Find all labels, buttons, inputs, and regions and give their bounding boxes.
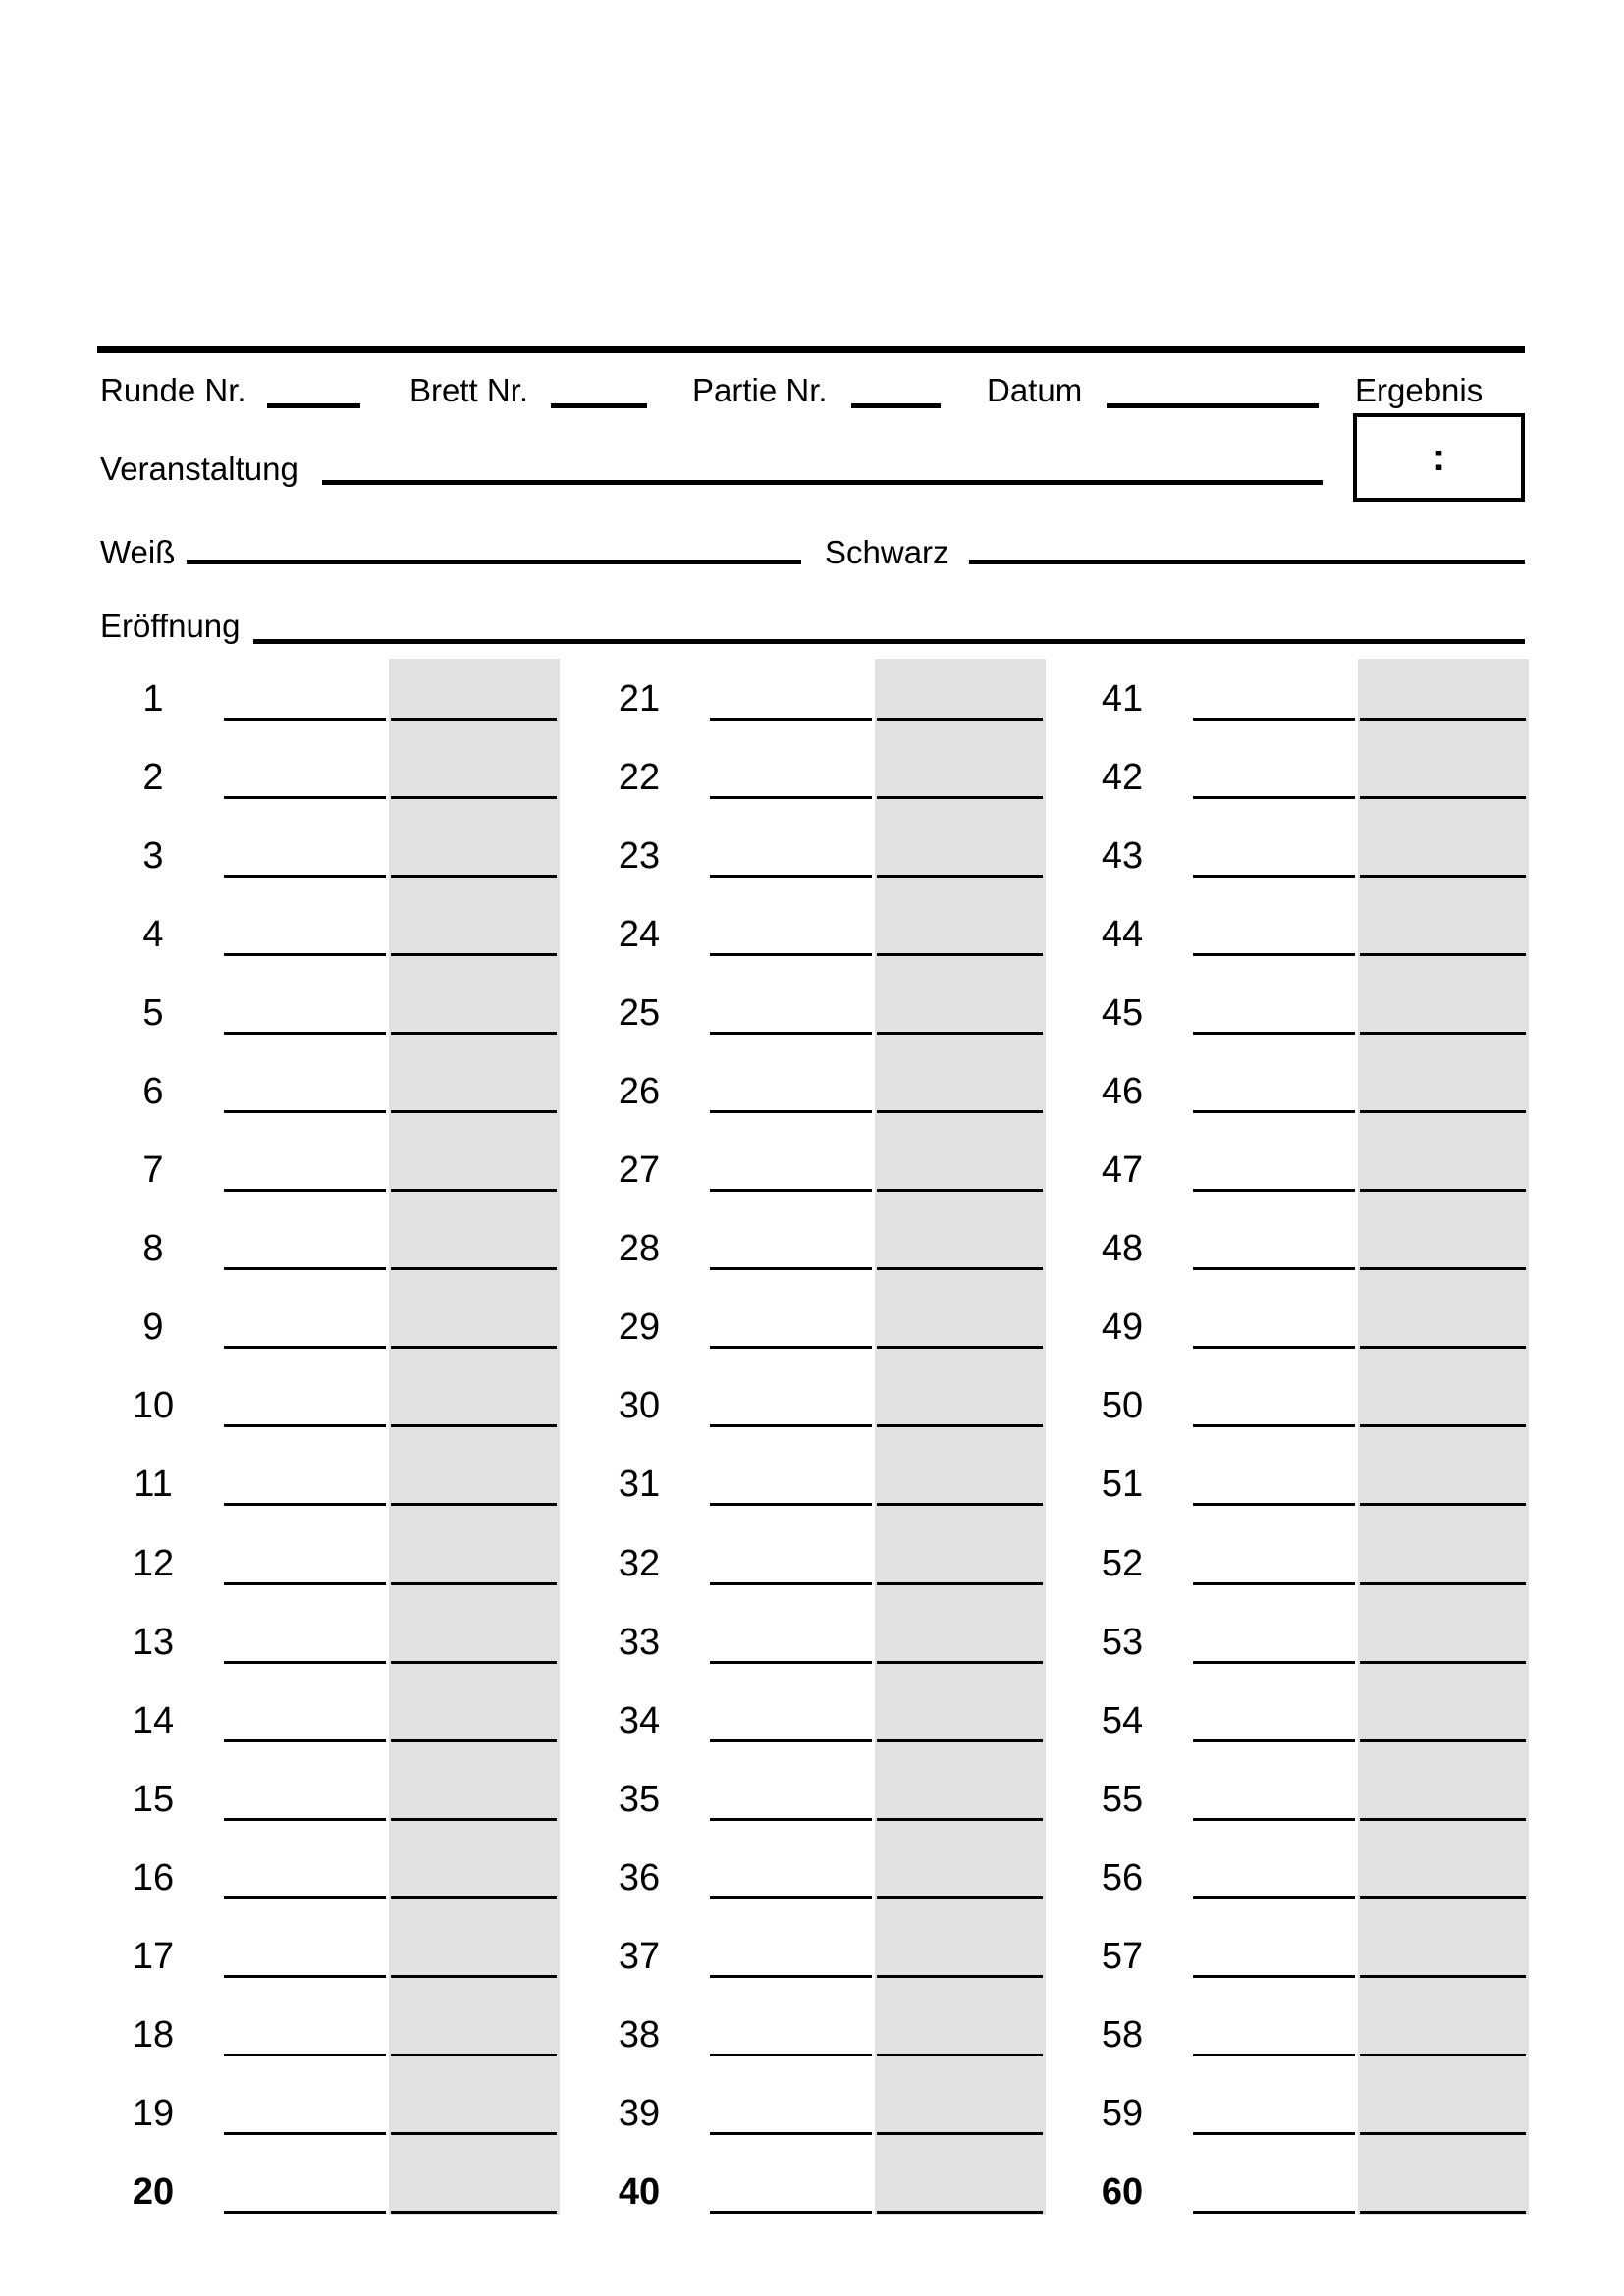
round-number-blank-line (267, 403, 360, 408)
opening-label: Eröffnung (100, 608, 241, 644)
move-number: 2 (142, 757, 164, 799)
move-row (0, 2073, 569, 2152)
white-move-line (710, 1189, 872, 1192)
round-number-label: Runde Nr. (100, 372, 246, 408)
move-row (0, 1444, 569, 1522)
board-number-blank-line (551, 403, 647, 408)
black-move-line (1360, 2132, 1526, 2135)
white-move-line (1193, 2054, 1355, 2056)
white-move-line (224, 2132, 386, 2135)
move-row (969, 1287, 1539, 1365)
move-number: 28 (618, 1228, 661, 1270)
white-move-line (710, 1032, 872, 1035)
black-player-blank-line (969, 560, 1525, 564)
move-row (969, 659, 1539, 737)
white-move-line (224, 1661, 386, 1664)
move-row (969, 1444, 1539, 1522)
move-number: 51 (1101, 1464, 1144, 1506)
white-move-line (224, 1424, 386, 1427)
white-move-line (1193, 1975, 1355, 1978)
move-number: 33 (618, 1621, 661, 1663)
white-move-line (224, 2211, 386, 2214)
move-row (0, 1130, 569, 1208)
black-move-line (1360, 1661, 1526, 1664)
move-number: 42 (1101, 757, 1144, 799)
move-number: 27 (618, 1149, 661, 1192)
move-number: 15 (132, 1778, 175, 1820)
move-number: 49 (1101, 1307, 1144, 1349)
white-move-line (224, 2054, 386, 2056)
black-move-line (1360, 1032, 1526, 1035)
result-box (1353, 413, 1525, 502)
move-row (0, 1208, 569, 1287)
white-move-line (224, 1975, 386, 1978)
white-move-line (710, 1267, 872, 1270)
move-column (969, 659, 1539, 2230)
move-number: 19 (132, 2092, 175, 2134)
move-row (0, 1916, 569, 1995)
move-row (969, 1208, 1539, 1287)
black-move-line (1360, 2211, 1526, 2214)
move-number: 57 (1101, 1935, 1144, 1977)
white-move-line (710, 2054, 872, 2056)
move-number: 21 (618, 678, 661, 720)
black-player-label: Schwarz (825, 534, 949, 570)
move-number: 43 (1101, 835, 1144, 878)
move-number: 12 (132, 1542, 175, 1584)
move-row (969, 1602, 1539, 1681)
white-move-line (1193, 1267, 1355, 1270)
move-number: 1 (142, 678, 164, 720)
black-move-line (1360, 1818, 1526, 1821)
black-move-line (1360, 1346, 1526, 1349)
white-move-line (710, 2211, 872, 2214)
white-move-line (710, 1110, 872, 1113)
black-move-line (1360, 1189, 1526, 1192)
white-move-line (1193, 1661, 1355, 1664)
white-move-line (1193, 1739, 1355, 1742)
event-label: Veranstaltung (100, 451, 298, 487)
black-move-line (1360, 1896, 1526, 1899)
move-number: 58 (1101, 2013, 1144, 2056)
move-row (0, 973, 569, 1051)
white-player-label: Weiß (100, 534, 176, 570)
black-move-line (1360, 1424, 1526, 1427)
black-move-line (1360, 875, 1526, 878)
move-number: 31 (618, 1464, 661, 1506)
move-number: 46 (1101, 1071, 1144, 1113)
white-move-line (710, 875, 872, 878)
black-move-line (1360, 953, 1526, 956)
move-number: 52 (1101, 1542, 1144, 1584)
white-move-line (224, 1267, 386, 1270)
move-number: 47 (1101, 1149, 1144, 1192)
move-number: 7 (142, 1149, 164, 1192)
black-move-line (1360, 1975, 1526, 1978)
move-number: 39 (618, 2092, 661, 2134)
move-number: 13 (132, 1621, 175, 1663)
white-move-line (710, 1896, 872, 1899)
move-row (0, 1995, 569, 2073)
white-move-line (1193, 2132, 1355, 2135)
move-number: 18 (132, 2013, 175, 2056)
move-number: 55 (1101, 1778, 1144, 1820)
move-row (969, 737, 1539, 816)
move-number: 26 (618, 1071, 661, 1113)
move-row (0, 1838, 569, 1916)
white-move-line (710, 1582, 872, 1585)
white-move-line (224, 1189, 386, 1192)
move-number: 24 (618, 914, 661, 956)
move-number: 14 (132, 1699, 175, 1741)
move-row (0, 1523, 569, 1602)
game-number-label: Partie Nr. (692, 372, 828, 408)
top-rule (97, 346, 1525, 353)
move-number: 54 (1101, 1699, 1144, 1741)
move-row (969, 973, 1539, 1051)
black-move-line (1360, 1110, 1526, 1113)
black-move-line (1360, 2054, 1526, 2056)
black-move-line (1360, 796, 1526, 799)
white-move-line (1193, 796, 1355, 799)
move-number: 23 (618, 835, 661, 878)
white-move-line (1193, 1818, 1355, 1821)
move-row (969, 1759, 1539, 1838)
move-number: 29 (618, 1307, 661, 1349)
white-move-line (224, 953, 386, 956)
date-label: Datum (987, 372, 1083, 408)
white-move-line (1193, 1896, 1355, 1899)
white-move-line (710, 796, 872, 799)
move-number: 5 (142, 992, 164, 1035)
move-number: 3 (142, 835, 164, 878)
move-number: 22 (618, 757, 661, 799)
move-number: 36 (618, 1856, 661, 1898)
result-separator: : (1432, 436, 1446, 479)
move-number: 35 (618, 1778, 661, 1820)
move-number: 4 (142, 914, 164, 956)
move-number: 60 (1101, 2170, 1144, 2213)
white-move-line (1193, 718, 1355, 721)
move-row (0, 816, 569, 894)
white-move-line (224, 1032, 386, 1035)
white-move-line (1193, 1189, 1355, 1192)
white-move-line (224, 875, 386, 878)
black-move-line (1360, 1582, 1526, 1585)
white-move-line (224, 1818, 386, 1821)
white-move-line (224, 1582, 386, 1585)
white-move-line (224, 1110, 386, 1113)
white-move-line (710, 1818, 872, 1821)
move-row (969, 1838, 1539, 1916)
black-move-line (1360, 1739, 1526, 1742)
move-row (969, 1130, 1539, 1208)
white-move-line (710, 1424, 872, 1427)
move-number: 40 (618, 2170, 661, 2213)
white-move-line (710, 2132, 872, 2135)
white-move-line (1193, 1424, 1355, 1427)
move-row (0, 1051, 569, 1130)
move-row (0, 659, 569, 737)
black-move-line (1360, 1503, 1526, 1506)
move-row (0, 1681, 569, 1759)
move-row (0, 737, 569, 816)
white-move-line (1193, 1503, 1355, 1506)
move-number: 50 (1101, 1385, 1144, 1427)
white-move-line (224, 1739, 386, 1742)
white-move-line (710, 953, 872, 956)
move-number: 20 (132, 2170, 175, 2213)
move-row (0, 1602, 569, 1681)
move-row (0, 1287, 569, 1365)
move-number: 38 (618, 2013, 661, 2056)
move-row (969, 1916, 1539, 1995)
move-number: 9 (142, 1307, 164, 1349)
move-number: 45 (1101, 992, 1144, 1035)
white-move-line (224, 1503, 386, 1506)
white-move-line (1193, 2211, 1355, 2214)
white-move-line (1193, 1032, 1355, 1035)
move-column (0, 659, 569, 2230)
move-row (969, 2152, 1539, 2230)
move-number: 16 (132, 1856, 175, 1898)
white-move-line (224, 796, 386, 799)
move-number: 10 (132, 1385, 175, 1427)
white-move-line (710, 1739, 872, 1742)
move-row (969, 2073, 1539, 2152)
white-move-line (1193, 1582, 1355, 1585)
move-number: 59 (1101, 2092, 1144, 2134)
move-row (0, 2152, 569, 2230)
black-move-line (1360, 718, 1526, 721)
move-number: 48 (1101, 1228, 1144, 1270)
move-number: 56 (1101, 1856, 1144, 1898)
move-number: 32 (618, 1542, 661, 1584)
move-row (0, 1759, 569, 1838)
white-move-line (1193, 1110, 1355, 1113)
move-number: 41 (1101, 678, 1144, 720)
move-number: 34 (618, 1699, 661, 1741)
move-row (969, 1365, 1539, 1444)
move-number: 6 (142, 1071, 164, 1113)
black-move-line (1360, 1267, 1526, 1270)
move-row (969, 1995, 1539, 2073)
move-number: 53 (1101, 1621, 1144, 1663)
move-row (969, 894, 1539, 973)
move-row (969, 816, 1539, 894)
move-row (969, 1051, 1539, 1130)
move-row (969, 1681, 1539, 1759)
event-blank-line (322, 480, 1323, 485)
white-move-line (710, 1346, 872, 1349)
white-move-line (224, 1346, 386, 1349)
white-move-line (710, 1975, 872, 1978)
white-move-line (224, 718, 386, 721)
move-number: 37 (618, 1935, 661, 1977)
move-number: 25 (618, 992, 661, 1035)
move-number: 11 (134, 1464, 173, 1506)
white-move-line (710, 1503, 872, 1506)
board-number-label: Brett Nr. (409, 372, 529, 408)
move-number: 30 (618, 1385, 661, 1427)
white-player-blank-line (187, 560, 801, 564)
move-number: 44 (1101, 914, 1144, 956)
result-label: Ergebnis (1355, 372, 1484, 408)
move-number: 17 (132, 1935, 175, 1977)
white-move-line (1193, 1346, 1355, 1349)
game-number-blank-line (851, 403, 941, 408)
date-blank-line (1107, 403, 1319, 408)
white-move-line (1193, 953, 1355, 956)
move-row (0, 894, 569, 973)
white-move-line (710, 718, 872, 721)
move-number: 8 (142, 1228, 164, 1270)
move-row (969, 1523, 1539, 1602)
move-row (0, 1365, 569, 1444)
white-move-line (710, 1661, 872, 1664)
white-move-line (224, 1896, 386, 1899)
white-move-line (1193, 875, 1355, 878)
opening-blank-line (253, 639, 1525, 644)
